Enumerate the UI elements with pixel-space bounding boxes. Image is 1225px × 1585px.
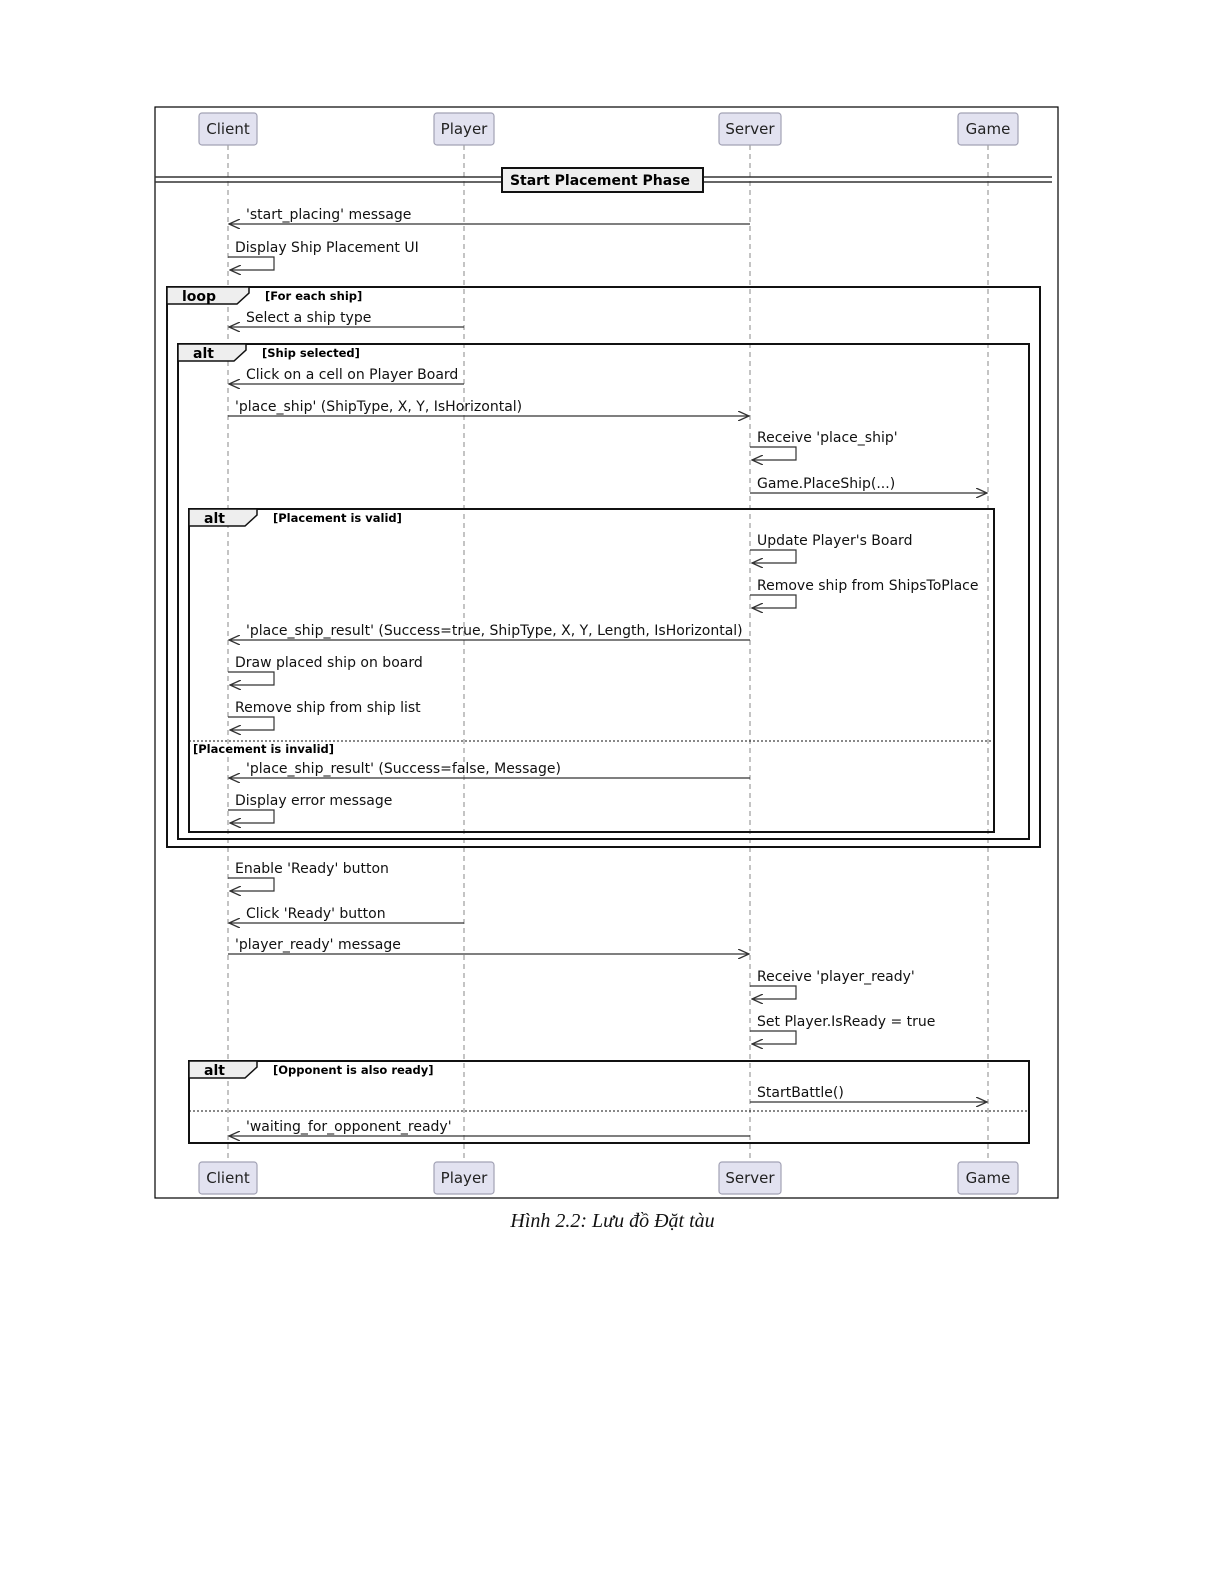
message-label: Game.PlaceShip(...) xyxy=(757,476,896,492)
message-label: Enable 'Ready' button xyxy=(235,861,389,877)
message-label: 'waiting_for_opponent_ready' xyxy=(246,1119,452,1135)
fragment-condition: [Ship selected] xyxy=(262,346,360,360)
fragment-condition: [For each ship] xyxy=(265,289,363,303)
diagram-frame xyxy=(155,107,1058,1198)
participant-label: Server xyxy=(725,120,775,138)
fragment-keyword: alt xyxy=(204,511,225,527)
fragment-keyword: alt xyxy=(193,346,214,362)
message-label: StartBattle() xyxy=(757,1085,844,1101)
message-label: Display Ship Placement UI xyxy=(235,240,419,256)
participant-label: Client xyxy=(206,1169,250,1187)
divider-label: Start Placement Phase xyxy=(509,173,691,189)
message-label: Update Player's Board xyxy=(757,533,913,549)
message-label: 'place_ship_result' (Success=false, Message) xyxy=(246,761,561,777)
participant-label: Server xyxy=(725,1169,775,1187)
message-label: Receive 'player_ready' xyxy=(757,969,915,985)
participant-label: Player xyxy=(440,1169,488,1187)
message-label: Click 'Ready' button xyxy=(246,906,386,922)
fragment-keyword: alt xyxy=(204,1063,225,1079)
message-place-ship-result-success-true-shiptype-x-y-length-ishorizontal xyxy=(229,623,750,640)
participant-label: Game xyxy=(965,120,1011,138)
message-label: Click on a cell on Player Board xyxy=(246,367,459,383)
participant-player-top xyxy=(434,113,494,145)
participant-game-bottom xyxy=(958,1162,1018,1194)
message-label: Set Player.IsReady = true xyxy=(757,1014,936,1030)
participant-game-top xyxy=(958,113,1018,145)
participant-server-top xyxy=(719,113,781,145)
message-label: 'player_ready' message xyxy=(235,937,401,953)
message-label: Display error message xyxy=(235,793,393,809)
participant-client-top xyxy=(199,113,257,145)
participant-label: Client xyxy=(206,120,250,138)
fragment-condition: [Placement is valid] xyxy=(273,511,402,525)
message-label: Remove ship from ShipsToPlace xyxy=(757,578,979,594)
fragment-keyword: loop xyxy=(182,289,217,305)
message-label: Receive 'place_ship' xyxy=(757,430,898,446)
message-label: 'start_placing' message xyxy=(246,207,412,223)
message-label: 'place_ship' (ShipType, X, Y, IsHorizontal) xyxy=(235,399,523,415)
message-label: 'place_ship_result' (Success=true, ShipType, X, Y, Length, IsHorizontal) xyxy=(246,623,743,639)
fragment-condition: [Opponent is also ready] xyxy=(273,1063,434,1077)
fragment-else-condition: [Placement is invalid] xyxy=(193,742,335,756)
participant-player-bottom xyxy=(434,1162,494,1194)
message-click-on-a-cell-on-player-board xyxy=(229,367,464,384)
participant-label: Game xyxy=(965,1169,1011,1187)
message-label: Select a ship type xyxy=(246,310,372,326)
participant-label: Player xyxy=(440,120,488,138)
participant-server-bottom xyxy=(719,1162,781,1194)
message-label: Draw placed ship on board xyxy=(235,655,423,671)
participant-client-bottom xyxy=(199,1162,257,1194)
figure-caption: Hình 2.2: Lưu đồ Đặt tàu xyxy=(510,1210,715,1232)
message-label: Remove ship from ship list xyxy=(235,700,421,716)
